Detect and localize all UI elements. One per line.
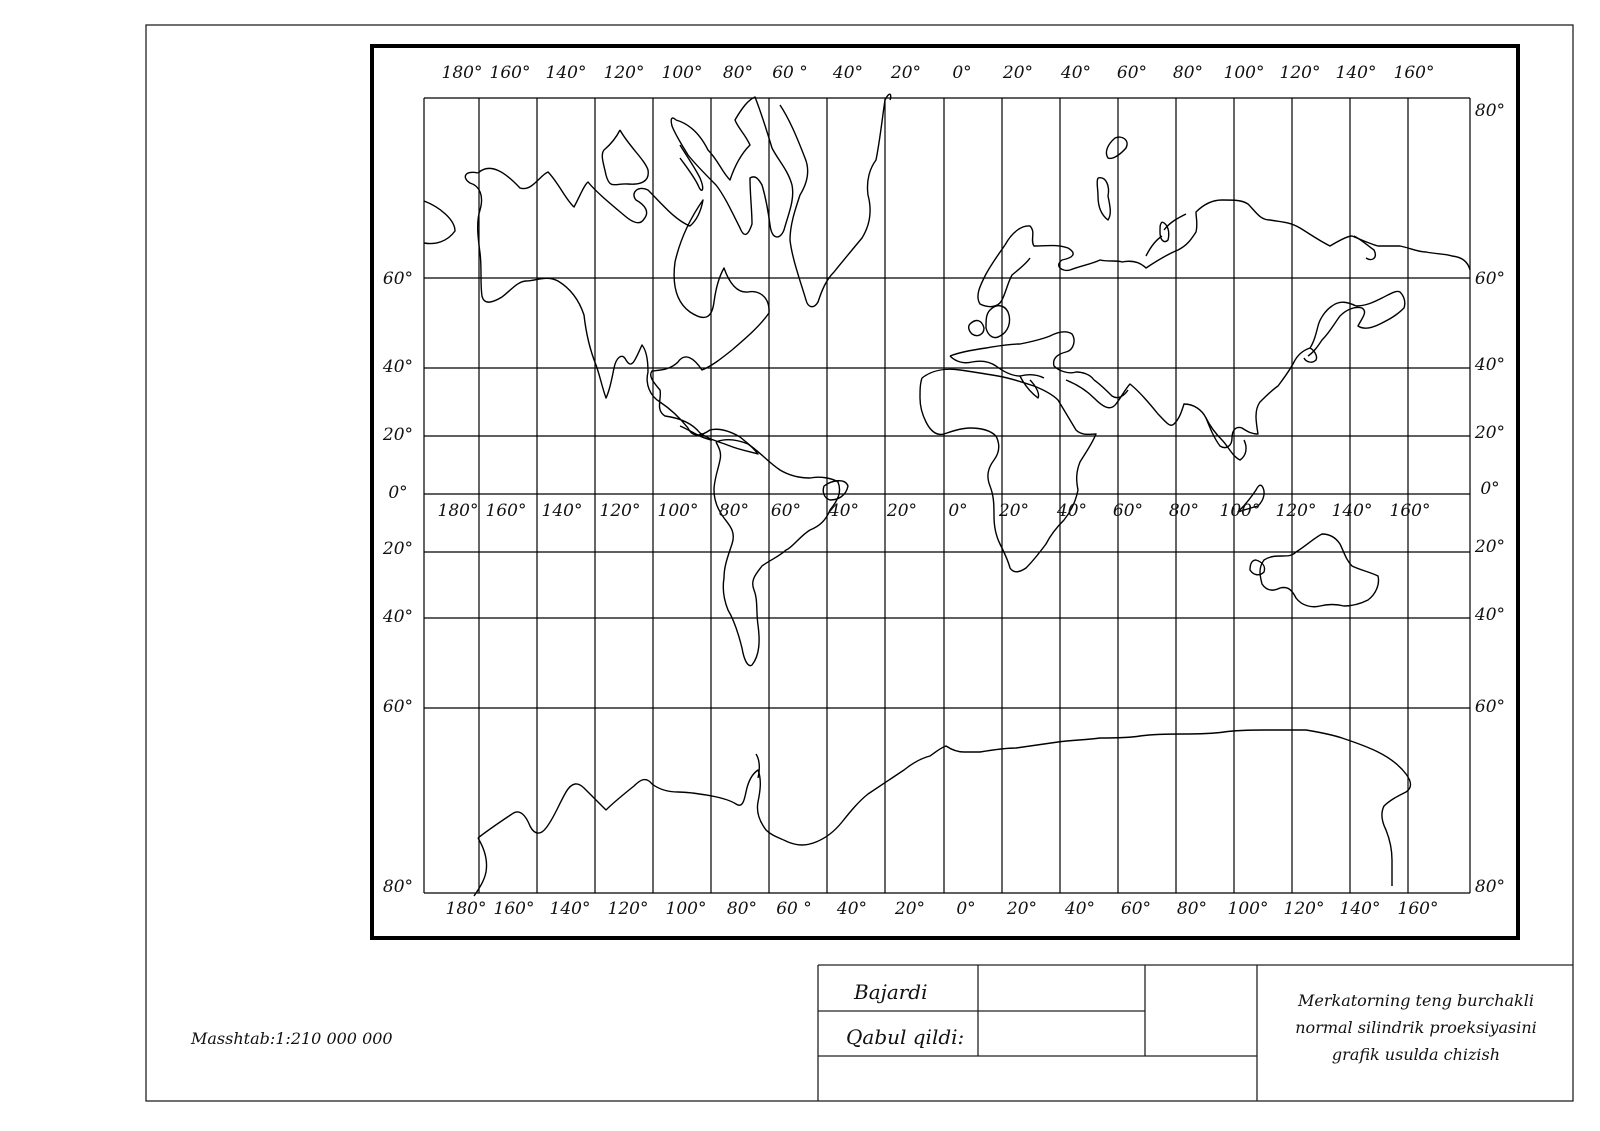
lon-label-bottom: 80°: [726, 899, 758, 919]
map-frame: [372, 46, 1518, 938]
lon-label-top: 80°: [722, 63, 754, 83]
lon-label-bottom: 180°: [445, 899, 487, 919]
british-isles-coast: [986, 306, 1010, 338]
antarctic-peninsula-2: [756, 754, 759, 778]
lon-label-equator: 100°: [657, 501, 699, 521]
asia-north-coast-2: [1146, 236, 1162, 256]
lon-label-bottom: 120°: [607, 899, 649, 919]
lon-label-bottom: 120°: [1283, 899, 1325, 919]
scandinavia-coast: [1005, 200, 1470, 270]
title-line-3: grafik usulda chizish: [1331, 1045, 1501, 1064]
lat-label-right: 20°: [1474, 423, 1506, 443]
lon-label-top: 80°: [1172, 63, 1204, 83]
performed-by-label: Bajardi: [854, 980, 928, 1004]
arctic-island-5: [1160, 222, 1169, 242]
asia-south-coast: [1066, 291, 1405, 447]
lat-label-right: 60°: [1474, 697, 1506, 717]
lon-label-equator: 80°: [718, 501, 750, 521]
lon-label-equator: 40°: [1056, 501, 1088, 521]
lon-label-top: 100°: [661, 63, 703, 83]
lon-label-top: 140°: [1335, 63, 1377, 83]
se-asia-coast: [1206, 418, 1246, 460]
lon-label-top: 120°: [1279, 63, 1321, 83]
lat-label-right: 80°: [1474, 877, 1506, 897]
chukotka-coast: [424, 201, 455, 244]
arctic-island-2: [671, 97, 793, 237]
lon-label-bottom: 100°: [1227, 899, 1269, 919]
africa-coast: [920, 369, 1096, 572]
novaya-zemlya-coast: [1106, 137, 1127, 158]
lon-label-bottom: 0°: [956, 899, 976, 919]
lon-label-equator: 40°: [828, 501, 860, 521]
lon-label-top: 160°: [489, 63, 531, 83]
arabia-coast: [1094, 380, 1128, 398]
lon-label-bottom: 60°: [1120, 899, 1152, 919]
lon-label-equator: 100°: [1219, 501, 1261, 521]
lon-label-equator: 60°: [1112, 501, 1144, 521]
lon-label-top: 0°: [952, 63, 972, 83]
lon-label-top: 40°: [832, 63, 864, 83]
scandinavia-west: [978, 245, 1030, 307]
lon-label-top: 140°: [545, 63, 587, 83]
lon-label-top: 20°: [890, 63, 922, 83]
lon-label-top: 40°: [1060, 63, 1092, 83]
lat-label-left: 40°: [382, 607, 414, 627]
lat-label-left: 20°: [382, 539, 414, 559]
lat-label-left: 40°: [382, 357, 414, 377]
lon-label-bottom: 60 °: [776, 899, 812, 919]
lon-label-equator: 180°: [437, 501, 479, 521]
kamchatka-coast: [1354, 236, 1375, 260]
scale-text: Masshtab:1:210 000 000: [191, 1029, 393, 1048]
mediterranean-north: [950, 356, 1044, 378]
lon-label-equator: 160°: [1389, 501, 1431, 521]
north-america-coast: [465, 168, 769, 454]
lon-label-top: 160°: [1393, 63, 1435, 83]
lon-label-bottom: 20°: [1006, 899, 1038, 919]
lon-label-bottom: 40°: [836, 899, 868, 919]
lon-label-bottom: 140°: [549, 899, 591, 919]
lon-label-equator: 60°: [770, 501, 802, 521]
europe-mainland-coast: [950, 332, 1094, 380]
lon-label-bottom: 140°: [1339, 899, 1381, 919]
lon-label-equator: 140°: [1331, 501, 1373, 521]
lon-label-bottom: 160°: [1397, 899, 1439, 919]
title-line-1: Merkatorning teng burchakli: [1298, 991, 1534, 1010]
lon-label-bottom: 20°: [894, 899, 926, 919]
graticule-grid: [424, 98, 1470, 893]
australia-coast: [1260, 534, 1379, 607]
greenland-coast: [780, 94, 891, 306]
antarctic-peninsula: [474, 838, 487, 896]
lat-label-right: 20°: [1474, 537, 1506, 557]
south-america-coast: [714, 440, 840, 666]
lon-label-bottom: 100°: [665, 899, 707, 919]
lat-label-left: 60°: [382, 269, 414, 289]
lon-label-bottom: 80°: [1176, 899, 1208, 919]
lon-label-top: 60 °: [772, 63, 808, 83]
ireland-coast: [969, 321, 984, 336]
lat-label-left: 20°: [382, 425, 414, 445]
lon-label-top: 20°: [1002, 63, 1034, 83]
lon-label-top: 120°: [603, 63, 645, 83]
lon-label-equator: 160°: [485, 501, 527, 521]
lon-label-top: 100°: [1223, 63, 1265, 83]
lat-label-right: 40°: [1474, 605, 1506, 625]
lat-label-right: 60°: [1474, 269, 1506, 289]
lon-label-equator: 20°: [886, 501, 918, 521]
arctic-island-4: [1097, 178, 1110, 220]
lon-label-top: 60°: [1116, 63, 1148, 83]
lon-label-bottom: 40°: [1064, 899, 1096, 919]
title-line-2: normal silindrik proeksiyasini: [1295, 1018, 1537, 1037]
lon-label-bottom: 160°: [493, 899, 535, 919]
lon-label-equator: 20°: [998, 501, 1030, 521]
lon-label-equator: 120°: [1275, 501, 1317, 521]
lon-label-top: 180°: [441, 63, 483, 83]
lat-label-right: 80°: [1474, 101, 1506, 121]
lon-label-equator: 0°: [948, 501, 968, 521]
lat-label-left: 80°: [382, 877, 414, 897]
lat-label-left: 60°: [382, 697, 414, 717]
coastlines: [424, 94, 1470, 896]
lon-label-equator: 80°: [1168, 501, 1200, 521]
lat-label-right: 0°: [1480, 479, 1500, 499]
accepted-by-label: Qabul qildi:: [846, 1025, 965, 1049]
arctic-island-1: [602, 130, 648, 185]
lon-label-equator: 140°: [541, 501, 583, 521]
lat-label-left: 0°: [388, 483, 408, 503]
lon-label-equator: 120°: [599, 501, 641, 521]
lat-label-right: 40°: [1474, 355, 1506, 375]
